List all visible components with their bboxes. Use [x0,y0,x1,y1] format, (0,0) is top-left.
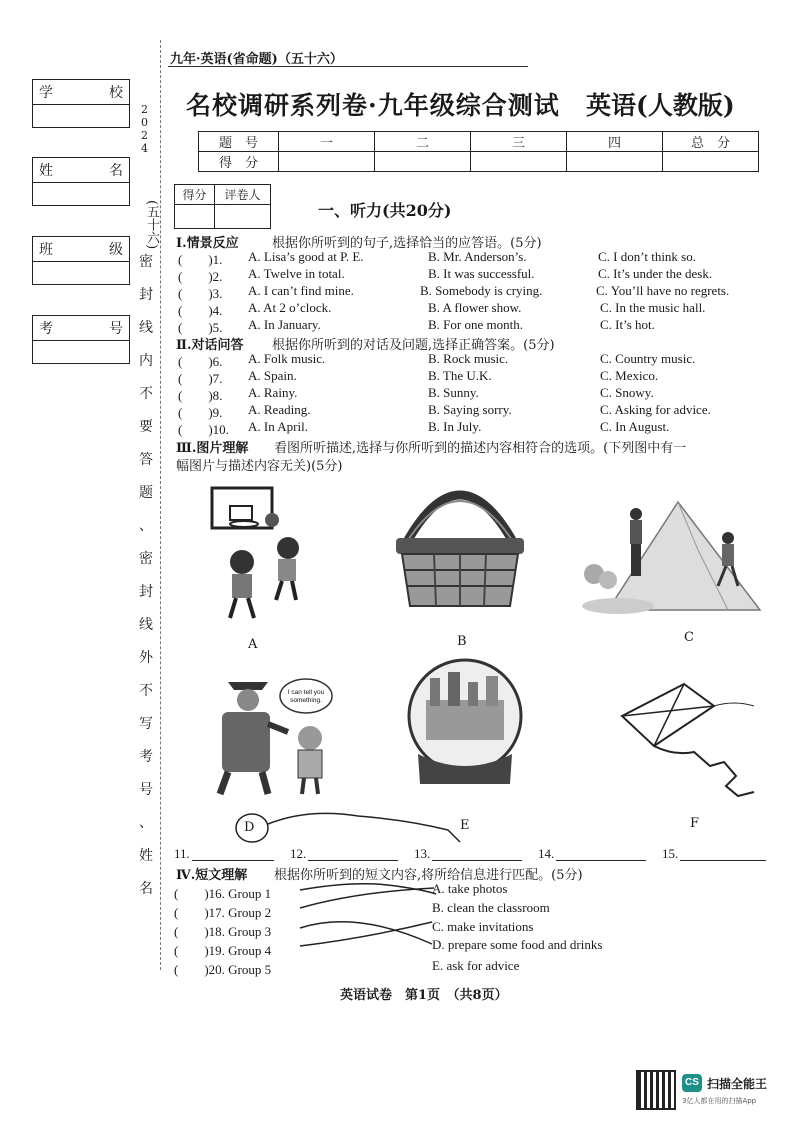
page-footer: 英语试卷 第1页 （共8页） [340,988,508,1003]
speech-line-2: something. [290,697,322,704]
class-box: 班 级 [32,236,130,285]
picture-f-label: F [690,816,700,831]
part1-instruction: 根据你所听到的句子,选择恰当的应答语。(5分) [272,236,542,251]
part4-instruction: 根据你所听到的短文内容,将所给信息进行匹配。(5分) [274,868,583,883]
section-1-title: 一、听力(共20分) [318,201,452,220]
part1-heading: Ⅰ.情景反应 [176,236,239,251]
part4-heading: Ⅳ.短文理解 [176,868,248,883]
score-table: 题 号 一 二 三 四 总 分 得 分 [198,131,759,172]
cs-logo: CS [682,1074,702,1092]
year-vertical: 2 0 2 4 [141,103,148,155]
picture-b-label: B [457,634,467,649]
part3-instruction: 看图所听描述,选择与你所听到的描述内容相符合的选项。(下列图中有一 [274,441,687,456]
seal-line [160,40,161,970]
subject-title: 英语(人教版) [586,91,735,120]
speech-line-1: I can tell you [287,689,325,696]
scanner-tagline: 3亿人都在用的扫描App [682,1097,757,1105]
pen-matching-lines [296,880,446,960]
scanner-brand: 扫描全能王 [707,1077,768,1091]
picture-a-basketball [196,480,306,630]
header-rule [168,66,528,67]
qr-code [636,1070,676,1110]
picture-e-snowglobe [400,658,530,788]
picture-f-kite [614,676,764,816]
picture-c-label: C [684,630,694,645]
pen-scribble-d-e [228,790,488,850]
edition-vertical: (五十六) [144,200,159,250]
header-top-line: 九年·英语(省命题)（五十六） [170,52,343,67]
page-title: 名校调研系列卷·九年级综合测试 [186,91,560,120]
part3-heading: Ⅲ.图片理解 [176,441,249,456]
name-box: 姓 名 [32,157,130,206]
school-box: 学 校 [32,79,130,128]
picture-b-basket [388,478,533,618]
picture-e-label: E [460,818,470,833]
exam-number-box: 考 号 [32,315,130,364]
part2-instruction: 根据你所听到的对话及问题,选择正确答案。(5分) [272,338,555,353]
picture-c-climbing [578,490,768,620]
picture-d-policeman [192,668,342,798]
part2-heading: Ⅱ.对话问答 [176,338,244,353]
grader-box: 得分 评卷人 [174,184,271,229]
picture-d-label: D [244,820,255,835]
picture-a-label: A [248,637,258,652]
seal-line-text: 密 封 线 内 不 要 答 题 、 密 封 线 外 不 写 考 号 、 姓 名 [139,254,153,897]
part3-instruction-2: 幅图片与描述内容无关)(5分) [176,459,343,474]
